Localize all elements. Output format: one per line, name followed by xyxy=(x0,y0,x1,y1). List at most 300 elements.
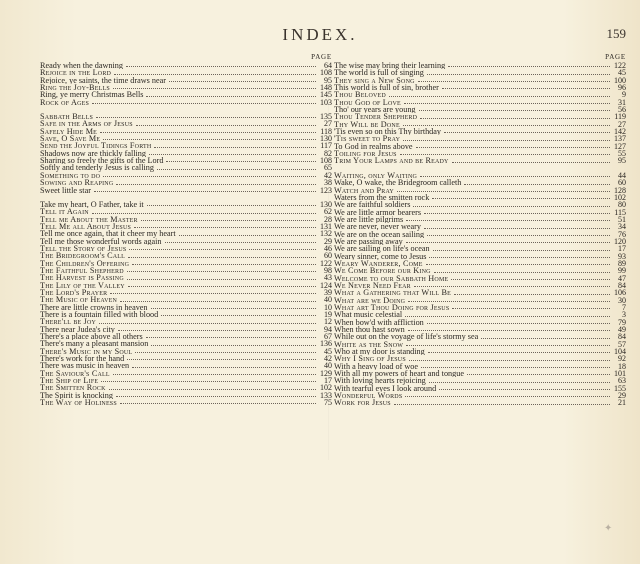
left-index-entry xyxy=(40,223,332,230)
left-index-entry xyxy=(40,377,332,384)
right-index-entry xyxy=(334,275,626,282)
hymn-page-number: 135 xyxy=(320,113,332,121)
left-index-entry xyxy=(40,304,332,311)
right-index-entry xyxy=(334,377,626,384)
hymn-page-number: 12 xyxy=(324,318,332,326)
dot-leader xyxy=(103,176,316,177)
left-index-entry xyxy=(40,91,332,98)
hymn-page-number: 46 xyxy=(324,244,332,253)
dot-leader xyxy=(433,250,610,251)
dot-leader xyxy=(166,161,316,162)
right-index-entry xyxy=(334,106,626,113)
dot-leader xyxy=(127,279,316,280)
left-index-entry xyxy=(40,84,332,91)
hymn-title: This world is full of sin, brother xyxy=(334,84,439,92)
dot-leader xyxy=(419,110,610,111)
dot-leader xyxy=(146,337,316,338)
hymn-title: With a heavy load of woe xyxy=(334,362,419,371)
dot-leader xyxy=(149,154,316,155)
hymn-title: While out on the voyage of life's stormy sea xyxy=(334,333,479,341)
hymn-page-number: 7 xyxy=(622,304,626,312)
dot-leader xyxy=(157,169,316,170)
right-index-entry xyxy=(334,143,626,150)
hymn-page-number: 51 xyxy=(618,215,626,224)
dot-leader xyxy=(96,117,316,118)
left-index-entry xyxy=(40,370,332,377)
hymn-title: The Lord's Prayer xyxy=(40,288,108,297)
right-index-entry xyxy=(334,135,626,142)
hymn-title: Safely Hide Me xyxy=(40,127,98,136)
dot-leader xyxy=(403,125,610,126)
dot-leader xyxy=(451,279,610,280)
right-index-entry xyxy=(334,121,626,128)
hymn-title: When bow'd with affliction xyxy=(334,318,424,327)
left-index-entry xyxy=(40,99,332,106)
dot-leader xyxy=(151,345,316,346)
hymn-page-number: 132 xyxy=(320,230,332,238)
dot-leader xyxy=(103,139,316,140)
dot-leader xyxy=(127,359,316,360)
hymn-title: Rejoice, ye saints, the time draws near xyxy=(40,76,166,85)
right-index-entry xyxy=(334,311,626,318)
hymn-title: There was music in heaven xyxy=(40,362,130,370)
hymn-title: Watch and Pray xyxy=(334,186,394,194)
left-index-entry xyxy=(40,179,332,186)
dot-leader xyxy=(94,191,316,192)
dot-leader xyxy=(151,308,316,309)
dot-leader xyxy=(127,271,316,272)
left-index-entry xyxy=(40,69,332,76)
dot-leader xyxy=(120,403,316,404)
page-number: 159 xyxy=(606,26,626,41)
left-index-entry xyxy=(40,252,332,259)
left-index-entry xyxy=(40,157,332,164)
right-index-entry xyxy=(334,194,626,201)
right-page-label: PAGE xyxy=(605,53,626,61)
hymn-page-number: 84 xyxy=(618,281,626,290)
right-index-entry xyxy=(334,113,626,120)
hymn-title: The Harvest is Passing xyxy=(40,274,124,282)
dot-leader xyxy=(426,264,610,265)
hymn-page-number: 84 xyxy=(618,333,626,341)
hymn-title: We are sailing on life's ocean xyxy=(334,245,430,253)
hymn-page-number: 142 xyxy=(614,128,626,136)
right-index-entry xyxy=(334,245,626,252)
hymn-title: Take my heart, O Father, take it xyxy=(40,200,144,209)
dot-leader xyxy=(136,125,316,126)
right-index-entry xyxy=(334,319,626,326)
hymn-title: Rejoice in the Lord xyxy=(40,69,112,77)
hymn-page-number: 29 xyxy=(618,392,626,400)
hymn-page-number: 31 xyxy=(618,98,626,107)
left-index-entry xyxy=(40,274,332,281)
hymn-title: 'Tis sweet to Pray xyxy=(334,135,401,143)
hymn-page-number: 94 xyxy=(324,325,332,334)
dot-leader xyxy=(427,74,610,75)
dot-leader xyxy=(154,147,316,148)
hymn-title: We Come Before our King xyxy=(334,267,431,275)
hymn-title: Thou God of Love xyxy=(334,98,401,107)
right-index-entry xyxy=(334,69,626,76)
right-index-entry xyxy=(334,297,626,304)
printer-mark-icon: ✦ xyxy=(604,523,613,534)
hymn-page-number: 130 xyxy=(320,200,332,209)
left-index-entry xyxy=(40,260,332,267)
hymn-title: Tell me those wonderful words again xyxy=(40,237,162,245)
left-index-entry xyxy=(40,77,332,84)
hymn-page-number: 60 xyxy=(324,252,332,260)
hymn-page-number: 95 xyxy=(618,157,626,165)
hymn-page-number: 118 xyxy=(320,127,332,136)
left-index-entry xyxy=(40,150,332,157)
dot-leader xyxy=(481,338,610,339)
hymn-title: We Never Need Fear xyxy=(334,281,411,290)
hymn-page-number: 137 xyxy=(614,135,626,143)
hymn-title: Tell the Story of Jesus xyxy=(40,244,127,253)
dot-leader xyxy=(126,66,316,67)
hymn-title: Softly and tenderly Jesus is calling xyxy=(40,164,154,172)
left-index-entry xyxy=(40,326,332,333)
column-divider xyxy=(328,56,329,460)
dot-leader xyxy=(439,389,610,390)
left-index-entry xyxy=(40,238,332,245)
hymn-title: Tell Me all About Jesus xyxy=(40,222,132,231)
dot-leader xyxy=(92,103,316,104)
hymn-page-number: 27 xyxy=(324,120,332,128)
hymn-page-number: 65 xyxy=(324,164,332,172)
hymn-page-number: 43 xyxy=(324,274,332,282)
hymn-title: To God in realms above xyxy=(334,142,413,151)
dot-leader xyxy=(134,227,316,228)
left-index-entry xyxy=(40,362,332,369)
hymn-page-number: 67 xyxy=(324,333,332,341)
right-index-entry xyxy=(334,216,626,223)
hymn-title: Wake, O wake, the Bridegroom calleth xyxy=(334,179,462,187)
dot-leader xyxy=(420,118,610,119)
right-index-entry xyxy=(334,363,626,370)
hymn-title: Weary Wanderer, Come xyxy=(334,259,423,268)
dot-leader xyxy=(109,389,316,390)
right-index-entry xyxy=(334,231,626,238)
hymn-title: Sharing so freely the gifts of the Lord xyxy=(40,157,164,165)
hymn-title: Save, O Save Me xyxy=(40,135,101,143)
hymn-title: We are faithful soldiers xyxy=(334,201,411,209)
hymn-title: The wise may bring their learning xyxy=(334,62,446,70)
right-index-entry xyxy=(334,289,626,296)
hymn-page-number: 95 xyxy=(324,76,332,85)
hymn-title: Thou Beloved xyxy=(334,91,386,99)
hymn-title: Trim Your Lamps and be Ready xyxy=(334,157,449,165)
dot-leader xyxy=(114,74,316,75)
dot-leader xyxy=(128,257,316,258)
dot-leader xyxy=(416,147,610,148)
hymn-page-number: 28 xyxy=(324,215,332,223)
dot-leader xyxy=(141,220,316,221)
hymn-page-number: 64 xyxy=(324,62,332,70)
hymn-page-number: 45 xyxy=(618,69,626,77)
hymn-title: What art Thou Doing for Jesus xyxy=(334,304,450,312)
page-title: INDEX. xyxy=(282,25,358,44)
hymn-page-number: 96 xyxy=(618,84,626,92)
right-index-entry xyxy=(334,223,626,230)
dot-leader xyxy=(179,235,316,236)
hymn-page-number: 80 xyxy=(618,201,626,209)
hymn-title: Rock of Ages xyxy=(40,98,90,107)
dot-leader xyxy=(454,294,610,295)
hymn-page-number: 18 xyxy=(618,362,626,371)
left-index-entry xyxy=(40,208,332,215)
right-index-entry xyxy=(334,157,626,164)
right-index-entry xyxy=(334,172,626,179)
hymn-title: With all my powers of heart and tongue xyxy=(334,370,464,378)
left-index-entry xyxy=(40,135,332,142)
dot-leader xyxy=(135,352,316,353)
left-index-entry xyxy=(40,282,332,289)
dot-leader xyxy=(428,352,610,353)
right-index-entry xyxy=(334,62,626,69)
hymn-page-number: 27 xyxy=(618,120,626,129)
hymn-title: The Children's Offering xyxy=(40,259,130,267)
left-index-entry xyxy=(40,384,332,391)
dot-leader xyxy=(424,213,610,214)
hymn-page-number: 129 xyxy=(320,369,332,378)
group-gap xyxy=(40,194,332,201)
hymn-title: Tell me About the Master xyxy=(40,215,138,223)
right-index-entry xyxy=(334,201,626,208)
hymn-page-number: 21 xyxy=(618,399,626,407)
hymn-title: Safe in the Arms of Jesus xyxy=(40,120,133,128)
left-index-entry xyxy=(40,245,332,252)
hymn-title: The Smitten Rock xyxy=(40,384,106,392)
hymn-title: There's Music in my Soul xyxy=(40,347,133,356)
dot-leader xyxy=(389,96,610,97)
hymn-title: What music celestial xyxy=(334,311,403,319)
hymn-title: We are passing away xyxy=(334,237,403,246)
dot-leader xyxy=(403,140,610,141)
right-index-entry xyxy=(334,370,626,377)
dot-leader xyxy=(113,374,316,375)
dot-leader xyxy=(429,257,610,258)
hymn-title: With loving hearts rejoicing xyxy=(334,377,426,385)
right-index-entry xyxy=(334,179,626,186)
hymn-page-number: 42 xyxy=(324,355,332,363)
dot-leader xyxy=(132,367,316,368)
right-index-entry xyxy=(334,341,626,348)
hymn-title: We are on the ocean sailing xyxy=(334,230,425,238)
hymn-page-number: 76 xyxy=(618,230,626,238)
hymn-page-number: 123 xyxy=(320,186,332,194)
hymn-title: Ring, ye merry Christmas Bells xyxy=(40,91,144,99)
dot-leader xyxy=(169,81,316,82)
dot-leader xyxy=(129,249,316,250)
left-index-entry xyxy=(40,340,332,347)
group-gap xyxy=(40,106,332,113)
hymn-page-number: 29 xyxy=(324,237,332,245)
hymn-title: They sing a New Song xyxy=(334,76,415,85)
hymn-page-number: 103 xyxy=(320,98,332,107)
dot-leader xyxy=(467,374,610,375)
hymn-page-number: 119 xyxy=(614,113,626,121)
left-index-entry xyxy=(40,333,332,340)
left-index-entry xyxy=(40,267,332,274)
dot-leader xyxy=(429,382,610,383)
hymn-page-number: 42 xyxy=(324,171,332,180)
hymn-title: The Saviour's Call xyxy=(40,369,110,378)
hymn-page-number: 148 xyxy=(320,84,332,92)
hymn-page-number: 127 xyxy=(614,142,626,151)
hymn-title: Sweet little star xyxy=(40,186,91,194)
hymn-page-number: 38 xyxy=(324,179,332,187)
hymn-page-number: 56 xyxy=(618,106,626,114)
left-index-entry xyxy=(40,142,332,149)
hymn-title: Thy Will be Done xyxy=(334,120,400,129)
hymn-title: Why I Sing of Jesus xyxy=(334,355,406,363)
right-index-entry xyxy=(334,77,626,84)
hymn-title: The Spirit is knocking xyxy=(40,391,113,400)
right-index-entry xyxy=(334,399,626,406)
hymn-page-number: 9 xyxy=(622,91,626,99)
hymn-page-number: 62 xyxy=(324,208,332,216)
hymn-title: Welcome to our Sabbath Home xyxy=(334,274,449,282)
left-index-entry xyxy=(40,392,332,399)
hymn-title: We are little pilgrims xyxy=(334,215,404,224)
dot-leader xyxy=(427,235,610,236)
dot-leader xyxy=(421,367,610,368)
hymn-page-number: 102 xyxy=(614,193,626,202)
left-index-entry xyxy=(40,172,332,179)
hymn-page-number: 133 xyxy=(320,391,332,400)
dot-leader xyxy=(444,132,610,133)
dot-leader xyxy=(120,301,316,302)
dot-leader xyxy=(406,242,610,243)
hymn-page-number: 136 xyxy=(320,340,332,348)
hymn-title: Work for Jesus xyxy=(334,399,391,407)
hymn-page-number: 131 xyxy=(320,222,332,231)
right-index-column xyxy=(334,53,626,407)
left-index-entry xyxy=(40,318,332,325)
hymn-page-number: 145 xyxy=(320,91,332,99)
right-index-entry xyxy=(334,355,626,362)
hymn-page-number: 57 xyxy=(618,340,626,349)
hymn-page-number: 130 xyxy=(320,135,332,143)
left-index-entry xyxy=(40,187,332,194)
dot-leader xyxy=(418,81,610,82)
hymn-title: Weary sinner, come to Jesus xyxy=(334,252,427,260)
hymn-page-number: 92 xyxy=(618,355,626,363)
hymn-title: There's work for the hand xyxy=(40,355,125,363)
hymn-page-number: 3 xyxy=(622,311,626,319)
right-index-entry xyxy=(334,348,626,355)
hymn-page-number: 101 xyxy=(614,370,626,378)
right-index-entry xyxy=(334,267,626,274)
left-index-entry xyxy=(40,164,332,171)
right-index-entry xyxy=(334,84,626,91)
right-index-entry xyxy=(334,150,626,157)
dot-leader xyxy=(165,242,316,243)
dot-leader xyxy=(442,88,610,89)
dot-leader xyxy=(400,154,610,155)
hymn-title: 'Tis even so on this Thy birthday xyxy=(334,128,442,136)
hymn-title: Wonderful Words xyxy=(334,392,403,400)
dot-leader xyxy=(101,381,316,382)
dot-leader xyxy=(110,293,316,294)
left-index-entry xyxy=(40,230,332,237)
hymn-page-number: 10 xyxy=(324,303,332,311)
hymn-page-number: 89 xyxy=(618,259,626,268)
right-index-entry xyxy=(334,187,626,194)
hymn-page-number: 93 xyxy=(618,252,626,260)
hymn-title: The world is full of singing xyxy=(334,69,424,77)
hymn-page-number: 44 xyxy=(618,171,626,180)
dot-leader xyxy=(405,396,610,397)
hymn-title: White as the Snow xyxy=(334,340,404,349)
hymn-title: Who at my door is standing xyxy=(334,348,425,356)
hymn-page-number: 108 xyxy=(320,69,332,77)
hymn-title: Toiling for Jesus xyxy=(334,150,397,158)
hymn-page-number: 19 xyxy=(324,311,332,319)
hymn-page-number: 17 xyxy=(618,245,626,253)
hymn-page-number: 45 xyxy=(324,347,332,356)
right-index-entry xyxy=(334,326,626,333)
hymn-page-number: 122 xyxy=(614,62,626,70)
left-index-entry xyxy=(40,120,332,127)
hymn-page-number: 99 xyxy=(618,267,626,275)
hymn-title: Send the Joyful Tidings Forth xyxy=(40,142,152,150)
hymn-title: Ring the Joy-Bells xyxy=(40,84,110,92)
dot-leader xyxy=(147,205,316,206)
left-index-entry xyxy=(40,399,332,406)
hymn-title: There are little crowns in heaven xyxy=(40,303,148,311)
hymn-page-number: 75 xyxy=(324,399,332,407)
hymn-title: We are little armor bearers xyxy=(334,208,422,216)
hymn-title: Something to do xyxy=(40,171,101,180)
hymn-page-number: 40 xyxy=(324,362,332,370)
hymn-title: Ready when the dawning xyxy=(40,62,123,70)
dot-leader xyxy=(414,286,610,287)
dot-leader xyxy=(432,198,610,199)
dot-leader xyxy=(113,88,316,89)
dot-leader xyxy=(92,213,316,214)
hymn-page-number: 104 xyxy=(614,348,626,356)
right-index-entry xyxy=(334,392,626,399)
hymn-title: There'll be Joy xyxy=(40,318,97,326)
dot-leader xyxy=(408,330,610,331)
hymn-page-number: 63 xyxy=(618,377,626,385)
hymn-page-number: 49 xyxy=(618,326,626,334)
dot-leader xyxy=(132,264,316,265)
dot-leader xyxy=(99,323,316,324)
right-index-entry xyxy=(334,253,626,260)
dot-leader xyxy=(118,330,316,331)
hymn-title: Shadows now are thickly falling xyxy=(40,149,146,158)
left-index-entry xyxy=(40,311,332,318)
hymn-title: The Ship of Life xyxy=(40,377,99,385)
hymn-title: There's a place above all others xyxy=(40,333,143,341)
right-index-entry xyxy=(334,128,626,135)
hymn-page-number: 102 xyxy=(320,384,332,392)
right-index-entry xyxy=(334,333,626,340)
dot-leader xyxy=(161,315,316,316)
hymn-title: There near Judea's city xyxy=(40,325,115,334)
hymn-page-number: 106 xyxy=(614,289,626,297)
hymn-title: Sowing and Reaping xyxy=(40,179,114,187)
hymn-title: Sabbath Bells xyxy=(40,113,93,121)
right-index-entry xyxy=(334,385,626,392)
hymn-title: What are we Doing xyxy=(334,296,406,304)
hymn-page-number: 47 xyxy=(618,274,626,282)
hymn-title: Waters from the smitten rock xyxy=(334,193,430,202)
dot-leader xyxy=(397,191,610,192)
